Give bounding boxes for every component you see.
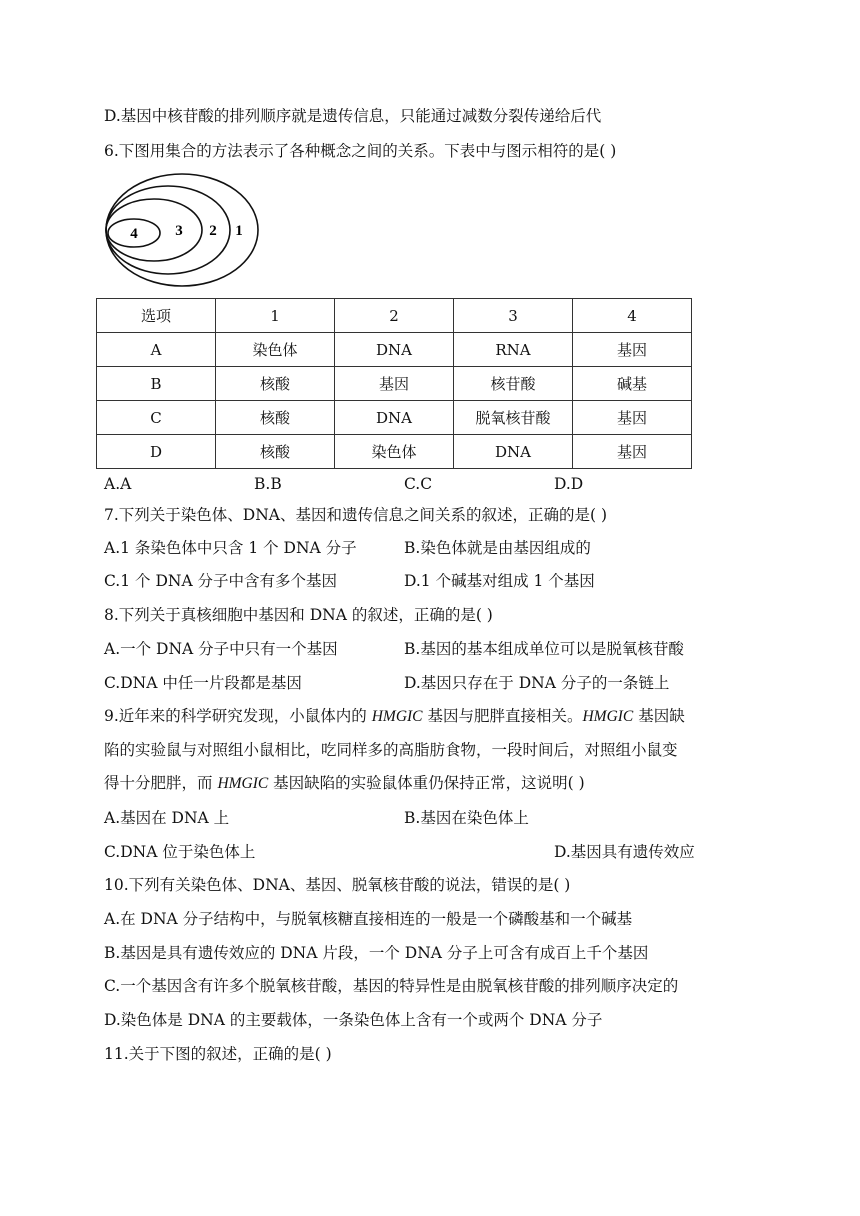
q5-option-d: D.基因中核苷酸的排列顺序就是遗传信息，只能通过减数分裂传递给后代 — [104, 107, 602, 125]
gene-name: HMGIC — [371, 708, 423, 725]
table-cell: 核酸 — [216, 401, 335, 435]
q6-option-d[interactable]: D.D — [554, 475, 584, 493]
venn-label-4: 4 — [130, 226, 138, 242]
table-cell: DNA — [335, 401, 454, 435]
table-header-cell: 3 — [454, 299, 573, 333]
q6-option-b[interactable]: B.B — [254, 475, 282, 493]
gene-name: HMGIC — [582, 708, 634, 725]
venn-label-3: 3 — [175, 223, 183, 239]
q10-option-b[interactable]: B.基因是具有遗传效应的 DNA 片段，一个 DNA 分子上可含有成百上千个基因 — [104, 944, 649, 962]
q9-option-b[interactable]: B.基因在染色体上 — [404, 809, 529, 827]
q6-option-c[interactable]: C.C — [404, 475, 433, 493]
q10-stem: 10.下列有关染色体、DNA、基因、脱氧核苷酸的说法，错误的是( ) — [104, 876, 571, 894]
q9-stem-line-1: 9.近年来的科学研究发现，小鼠体内的 HMGIC 基因与肥胖直接相关。HMGIC 基因缺 — [104, 707, 685, 725]
table-cell: 基因 — [573, 401, 692, 435]
table-cell: 基因 — [335, 367, 454, 401]
q8-stem: 8.下列关于真核细胞中基因和 DNA 的叙述，正确的是( ) — [104, 606, 493, 624]
q10-option-d[interactable]: D.染色体是 DNA 的主要载体，一条染色体上含有一个或两个 DNA 分子 — [104, 1011, 603, 1029]
q9-stem-line-3: 得十分肥胖，而 HMGIC 基因缺陷的实验鼠体重仍保持正常，这说明( ) — [104, 774, 585, 792]
table-cell: 碱基 — [573, 367, 692, 401]
table-cell: 基因 — [573, 435, 692, 469]
q7-option-d[interactable]: D.1 个碱基对组成 1 个基因 — [404, 572, 595, 590]
q7-option-a[interactable]: A.1 条染色体中只含 1 个 DNA 分子 — [104, 539, 357, 557]
table-cell: 核酸 — [216, 367, 335, 401]
q6-stem: 6.下图用集合的方法表示了各种概念之间的关系。下表中与图示相符的是( ) — [104, 142, 617, 160]
table-cell: 脱氧核苷酸 — [454, 401, 573, 435]
table-row — [97, 333, 692, 367]
table-header-cell: 4 — [573, 299, 692, 333]
table-cell: 基因 — [573, 333, 692, 367]
q7-option-c[interactable]: C.1 个 DNA 分子中含有多个基因 — [104, 572, 338, 590]
table-cell: A — [97, 333, 216, 367]
table-header-cell: 2 — [335, 299, 454, 333]
q9-option-c[interactable]: C.DNA 位于染色体上 — [104, 843, 256, 861]
table-cell: 核苷酸 — [454, 367, 573, 401]
gene-name: HMGIC — [217, 775, 269, 792]
q10-option-a[interactable]: A.在 DNA 分子结构中，与脱氧核糖直接相连的一般是一个磷酸基和一个碱基 — [104, 910, 633, 928]
table-cell: 核酸 — [216, 435, 335, 469]
venn-set-3 — [106, 199, 202, 261]
table-cell: D — [97, 435, 216, 469]
table-row — [97, 435, 692, 469]
q8-option-b[interactable]: B.基因的基本组成单位可以是脱氧核苷酸 — [404, 640, 684, 658]
table-header-cell: 1 — [216, 299, 335, 333]
table-cell: 染色体 — [216, 333, 335, 367]
table-cell: DNA — [454, 435, 573, 469]
venn-diagram — [104, 172, 264, 290]
table-header-cell: 选项 — [97, 299, 216, 333]
q6-option-a[interactable]: A.A — [104, 475, 132, 493]
table-cell: B — [97, 367, 216, 401]
q8-option-c[interactable]: C.DNA 中任一片段都是基因 — [104, 674, 302, 692]
table-row — [97, 367, 692, 401]
venn-label-1: 1 — [235, 223, 243, 239]
q11-stem: 11.关于下图的叙述，正确的是( ) — [104, 1045, 332, 1063]
q7-option-b[interactable]: B.染色体就是由基因组成的 — [404, 539, 591, 557]
q8-option-a[interactable]: A.一个 DNA 分子中只有一个基因 — [104, 640, 338, 658]
table-cell: 染色体 — [335, 435, 454, 469]
q9-option-d[interactable]: D.基因具有遗传效应 — [554, 843, 695, 861]
table-row — [97, 401, 692, 435]
q9-stem-line-2: 陷的实验鼠与对照组小鼠相比，吃同样多的高脂肪食物，一段时间后，对照组小鼠变 — [104, 741, 678, 759]
q8-option-d[interactable]: D.基因只存在于 DNA 分子的一条链上 — [404, 674, 670, 692]
venn-label-2: 2 — [209, 223, 217, 239]
table-cell: RNA — [454, 333, 573, 367]
q10-option-c[interactable]: C.一个基因含有许多个脱氧核苷酸，基因的特异性是由脱氧核苷酸的排列顺序决定的 — [104, 977, 679, 995]
q7-stem: 7.下列关于染色体、DNA、基因和遗传信息之间关系的叙述，正确的是( ) — [104, 506, 607, 524]
q9-option-a[interactable]: A.基因在 DNA 上 — [104, 809, 230, 827]
table-header-row — [97, 299, 692, 333]
table-cell: C — [97, 401, 216, 435]
options-table — [96, 298, 692, 469]
table-cell: DNA — [335, 333, 454, 367]
